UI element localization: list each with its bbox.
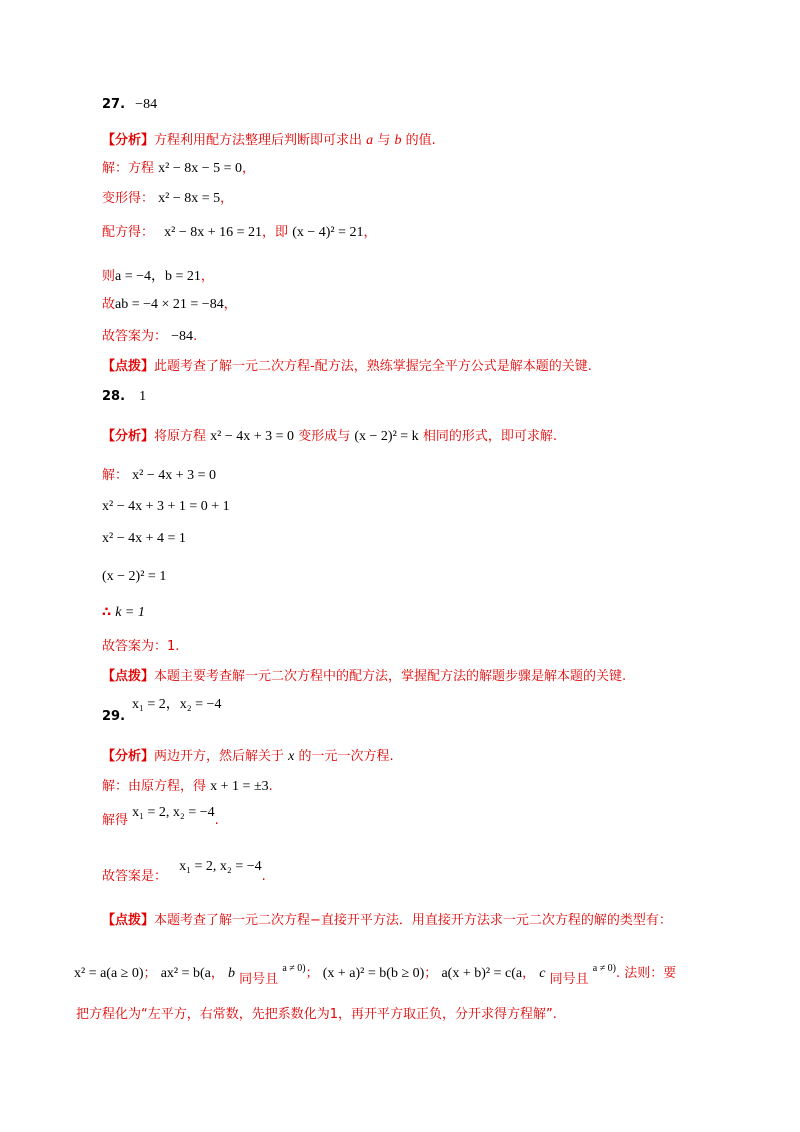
q29-rule: 把方程化为“左平方，右常数，先把系数化为1，再开平方取正负，分开求得方程解”. [76, 1007, 557, 1022]
analysis-and: 与 [377, 133, 391, 148]
var-c: c [539, 966, 546, 981]
analysis-end: 的值. [405, 133, 436, 148]
same-sign-text: 同号且 [239, 972, 279, 987]
q27-answer-line: 故答案为： −84. [102, 329, 198, 344]
q29-solve-line [102, 805, 219, 830]
period: . [214, 813, 219, 828]
analysis-text: 方程利用配方法整理后判断即可求出 [154, 133, 363, 148]
q27-tip [102, 358, 592, 376]
answer-label: 故答案是： [102, 869, 168, 884]
q28-number: 28. [102, 389, 126, 404]
q27-number: 27. [102, 97, 126, 112]
equation: x² − 4x + 3 = 0 [132, 468, 217, 483]
answer-value: −84 [171, 329, 194, 344]
equation: k = 1 [115, 605, 145, 620]
q29-answer-line [102, 859, 266, 886]
therefore-symbol: ∴ [102, 605, 112, 620]
type-4-equation: a(x + b)² = c(a [441, 966, 523, 981]
q27-deform-line: 变形得： x² − 8x = 5， [102, 191, 234, 206]
tip-tag: 【点拨】 [102, 359, 155, 374]
analysis-text: 变形成与 [298, 429, 351, 444]
separator: ； [305, 966, 319, 981]
tip-text: 本题主要考查解一元二次方程中的配方法，掌握配方法的解题步骤是解本题的关键. [154, 669, 627, 684]
q27-header [102, 96, 157, 114]
answer-value: 1. [167, 639, 180, 654]
q29-types-line [74, 960, 677, 987]
solution-label: 解：由原方程，得 [102, 779, 207, 794]
connector: ，即 [262, 225, 289, 240]
var-b: b [394, 133, 402, 148]
period: . [261, 869, 266, 884]
tip-tag: 【点拨】 [102, 913, 155, 928]
q29-tip [102, 912, 672, 930]
equation: (x − 4)² = 21 [292, 225, 364, 240]
q28-header [102, 388, 146, 406]
condition: a ≠ 0) [282, 963, 306, 974]
analysis-tag: 【分析】 [102, 133, 155, 148]
equation: ab = −4 × 21 = −84 [115, 297, 224, 312]
rule-lead: . 法则：要 [616, 966, 677, 981]
tip-text: 本题考查了解一元二次方程−直接开平方法．用直接开方法求一元二次方程的解的类型有： [154, 913, 672, 928]
equation: x² − 8x + 16 = 21 [164, 225, 263, 240]
q29-analysis [102, 748, 394, 766]
q28-answer: 1 [139, 389, 147, 404]
period: . [268, 779, 273, 794]
analysis-text: 两边开方，然后解关于 [154, 749, 285, 764]
separator: ， [210, 966, 224, 981]
type-1-equation: x² = a(a ≥ 0) [74, 966, 144, 981]
q27-solution-line: 解：方程 x² − 8x − 5 = 0， [102, 161, 256, 176]
q29-solution-line [102, 778, 273, 796]
analysis-text: 将原方程 [154, 429, 207, 444]
complete-label: 配方得： [102, 225, 155, 240]
q27-analysis [102, 132, 436, 150]
equation: x² − 8x = 5 [158, 191, 221, 206]
q29-number: 29. [102, 709, 126, 724]
tip-tag: 【点拨】 [102, 669, 155, 684]
separator: ； [143, 966, 157, 981]
q28-step4: (x − 2)² = 1 [102, 569, 167, 584]
q28-tip [102, 668, 626, 686]
analysis-tag: 【分析】 [102, 749, 155, 764]
same-sign-text: 同号且 [549, 972, 589, 987]
solve-label: 解得 [102, 813, 129, 828]
analysis-tag: 【分析】 [102, 429, 155, 444]
q27-then-line: 则a = −4，b = 21， [102, 269, 214, 284]
var-b: b [228, 966, 236, 981]
so-label: 故 [102, 297, 116, 312]
equation: (x − 2)² = k [354, 429, 419, 444]
equation: a = −4，b = 21 [115, 269, 201, 284]
solution-label: 解：方程 [102, 161, 155, 176]
q27-answer: −84 [135, 97, 158, 112]
q28-analysis [102, 428, 557, 446]
condition: a ≠ 0) [592, 963, 617, 974]
tip-text: 此题考查了解一元二次方程-配方法，熟练掌握完全平方公式是解本题的关键. [154, 359, 592, 374]
analysis-text: 的一元一次方程. [298, 749, 394, 764]
q28-answer-line [102, 638, 179, 656]
q27-complete-line: 配方得： x² − 8x + 16 = 21，即 (x − 4)² = 21， [102, 225, 377, 240]
q29-answer: x₁ = 2，x₂ = −4 [132, 697, 222, 712]
q28-step2: x² − 4x + 3 + 1 = 0 + 1 [102, 499, 230, 514]
var-a: a [366, 133, 374, 148]
equation: x₁ = 2, x₂ = −4 [132, 805, 215, 820]
equation: x₁ = 2, x₂ = −4 [179, 859, 262, 874]
type-2-equation: ax² = b(a [160, 966, 211, 981]
solution-label: 解： [102, 468, 129, 483]
answer-label: 故答案为： [102, 329, 168, 344]
q28-step1 [102, 467, 216, 485]
analysis-text: 相同的形式，即可求解. [422, 429, 557, 444]
q28-step5 [102, 604, 145, 622]
equation: x² − 4x + 3 = 0 [210, 429, 295, 444]
q28-step3: x² − 4x + 4 = 1 [102, 531, 186, 546]
separator: ， [522, 966, 536, 981]
equation: x + 1 = ±3 [210, 779, 269, 794]
var-x: x [288, 749, 295, 764]
q27-so-line: 故ab = −4 × 21 = −84， [102, 297, 237, 312]
deform-label: 变形得： [102, 191, 155, 206]
type-3-equation: (x + a)² = b(b ≥ 0) [322, 966, 425, 981]
answer-label: 故答案为： [102, 639, 168, 654]
then-label: 则 [102, 269, 116, 284]
equation: x² − 8x − 5 = 0 [158, 161, 243, 176]
separator: ； [424, 966, 438, 981]
